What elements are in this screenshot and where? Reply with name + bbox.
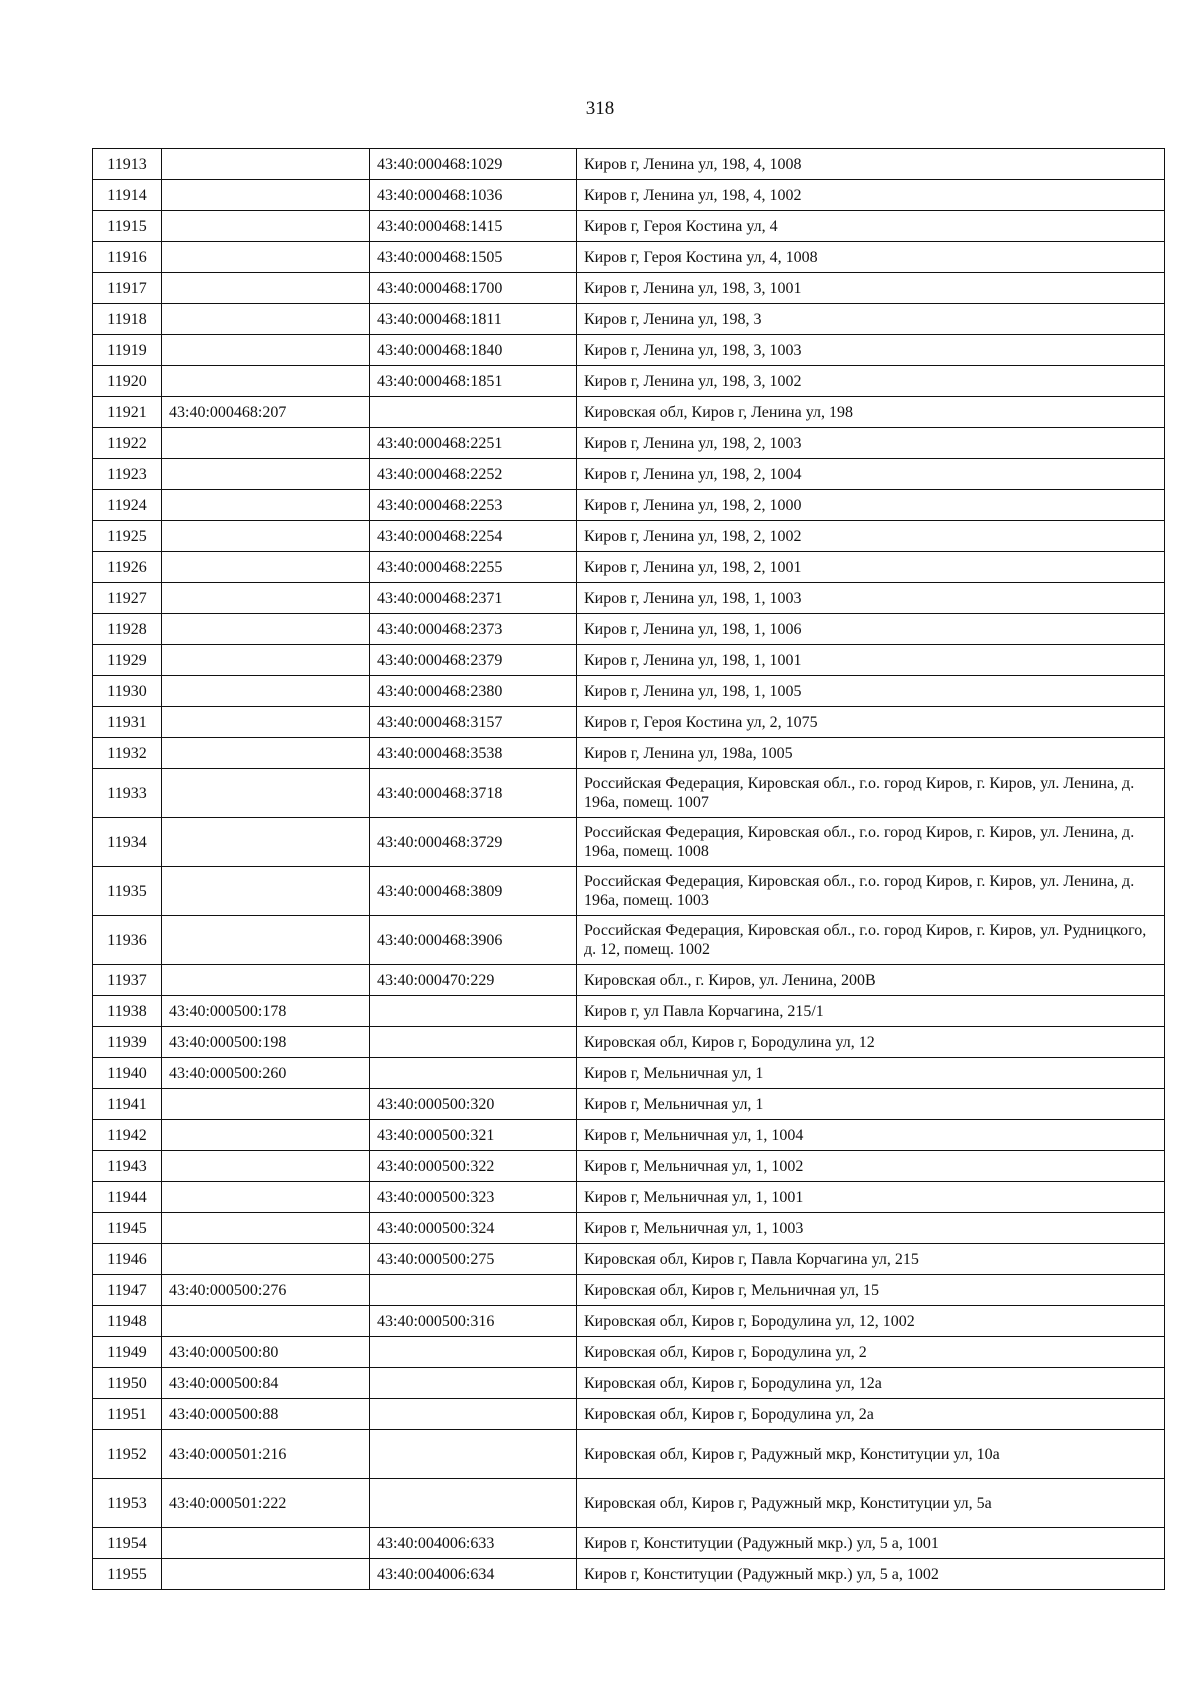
table-row [93, 1213, 1165, 1244]
parcel-cadastral-number-cell [162, 738, 370, 769]
parcel-cadastral-number-cell: 43:40:000500:178 [162, 996, 370, 1027]
object-cadastral-number-cell: 43:40:000468:1029 [370, 149, 577, 180]
parcel-cadastral-number-cell [162, 707, 370, 738]
row-number-cell: 11944 [93, 1182, 162, 1213]
object-cadastral-number-cell: 43:40:000470:229 [370, 965, 577, 996]
address-cell: Киров г, Ленина ул, 198, 2, 1002 [577, 521, 1165, 552]
object-cadastral-number-cell: 43:40:000500:316 [370, 1306, 577, 1337]
parcel-cadastral-number-cell [162, 335, 370, 366]
row-number-cell: 11950 [93, 1368, 162, 1399]
parcel-cadastral-number-cell [162, 459, 370, 490]
table-row [93, 459, 1165, 490]
address-cell: Российская Федерация, Кировская обл., г.о. город Киров, г. Киров, ул. Рудницкого, д. 12, помещ. 1002 [577, 916, 1165, 965]
object-cadastral-number-cell [370, 1275, 577, 1306]
row-number-cell: 11914 [93, 180, 162, 211]
table-row [93, 304, 1165, 335]
page-number: 318 [585, 98, 615, 119]
parcel-cadastral-number-cell [162, 211, 370, 242]
row-number-cell: 11953 [93, 1479, 162, 1528]
registry-table-body [93, 149, 1165, 1590]
row-number-cell: 11926 [93, 552, 162, 583]
address-cell: Киров г, Героя Костина ул, 2, 1075 [577, 707, 1165, 738]
table-row [93, 366, 1165, 397]
address-cell: Киров г, Ленина ул, 198, 3, 1001 [577, 273, 1165, 304]
object-cadastral-number-cell: 43:40:000500:323 [370, 1182, 577, 1213]
table-row [93, 1528, 1165, 1559]
address-cell: Киров г, Мельничная ул, 1, 1003 [577, 1213, 1165, 1244]
address-cell: Киров г, Ленина ул, 198, 2, 1000 [577, 490, 1165, 521]
table-row [93, 916, 1165, 965]
object-cadastral-number-cell: 43:40:000468:2251 [370, 428, 577, 459]
parcel-cadastral-number-cell [162, 490, 370, 521]
row-number-cell: 11940 [93, 1058, 162, 1089]
object-cadastral-number-cell [370, 1337, 577, 1368]
table-row [93, 1089, 1165, 1120]
address-cell: Киров г, Ленина ул, 198, 3, 1002 [577, 366, 1165, 397]
parcel-cadastral-number-cell [162, 583, 370, 614]
table-row [93, 1120, 1165, 1151]
table-row [93, 490, 1165, 521]
object-cadastral-number-cell: 43:40:000468:1840 [370, 335, 577, 366]
row-number-cell: 11949 [93, 1337, 162, 1368]
row-number-cell: 11936 [93, 916, 162, 965]
object-cadastral-number-cell: 43:40:000468:2254 [370, 521, 577, 552]
object-cadastral-number-cell: 43:40:000468:3906 [370, 916, 577, 965]
row-number-cell: 11931 [93, 707, 162, 738]
table-row [93, 965, 1165, 996]
table-row [93, 1559, 1165, 1590]
row-number-cell: 11948 [93, 1306, 162, 1337]
parcel-cadastral-number-cell [162, 552, 370, 583]
parcel-cadastral-number-cell [162, 1182, 370, 1213]
parcel-cadastral-number-cell [162, 818, 370, 867]
address-cell: Киров г, Мельничная ул, 1 [577, 1089, 1165, 1120]
object-cadastral-number-cell: 43:40:000468:2253 [370, 490, 577, 521]
table-row [93, 583, 1165, 614]
table-row [93, 1027, 1165, 1058]
parcel-cadastral-number-cell: 43:40:000500:260 [162, 1058, 370, 1089]
table-row [93, 149, 1165, 180]
address-cell: Кировская обл, Киров г, Радужный мкр, Конституции ул, 5а [577, 1479, 1165, 1528]
object-cadastral-number-cell: 43:40:000500:322 [370, 1151, 577, 1182]
parcel-cadastral-number-cell [162, 149, 370, 180]
address-cell: Киров г, Конституции (Радужный мкр.) ул, 5 а, 1002 [577, 1559, 1165, 1590]
parcel-cadastral-number-cell [162, 304, 370, 335]
object-cadastral-number-cell [370, 397, 577, 428]
address-cell: Российская Федерация, Кировская обл., г.о. город Киров, г. Киров, ул. Ленина, д. 196а, помещ. 1008 [577, 818, 1165, 867]
address-cell: Киров г, Ленина ул, 198, 3 [577, 304, 1165, 335]
row-number-cell: 11943 [93, 1151, 162, 1182]
row-number-cell: 11929 [93, 645, 162, 676]
row-number-cell: 11952 [93, 1430, 162, 1479]
address-cell: Киров г, Ленина ул, 198, 1, 1003 [577, 583, 1165, 614]
table-row [93, 552, 1165, 583]
row-number-cell: 11937 [93, 965, 162, 996]
address-cell: Киров г, Мельничная ул, 1 [577, 1058, 1165, 1089]
table-row [93, 1337, 1165, 1368]
row-number-cell: 11935 [93, 867, 162, 916]
table-row [93, 211, 1165, 242]
parcel-cadastral-number-cell [162, 242, 370, 273]
row-number-cell: 11941 [93, 1089, 162, 1120]
object-cadastral-number-cell: 43:40:000500:321 [370, 1120, 577, 1151]
object-cadastral-number-cell [370, 1368, 577, 1399]
table-row [93, 645, 1165, 676]
parcel-cadastral-number-cell: 43:40:000468:207 [162, 397, 370, 428]
parcel-cadastral-number-cell [162, 273, 370, 304]
table-row [93, 1479, 1165, 1528]
parcel-cadastral-number-cell [162, 1089, 370, 1120]
object-cadastral-number-cell: 43:40:000468:3729 [370, 818, 577, 867]
object-cadastral-number-cell: 43:40:000468:1036 [370, 180, 577, 211]
row-number-cell: 11947 [93, 1275, 162, 1306]
parcel-cadastral-number-cell: 43:40:000500:276 [162, 1275, 370, 1306]
object-cadastral-number-cell: 43:40:004006:633 [370, 1528, 577, 1559]
table-row [93, 707, 1165, 738]
table-row [93, 1151, 1165, 1182]
row-number-cell: 11946 [93, 1244, 162, 1275]
row-number-cell: 11933 [93, 769, 162, 818]
row-number-cell: 11927 [93, 583, 162, 614]
object-cadastral-number-cell [370, 1399, 577, 1430]
parcel-cadastral-number-cell [162, 428, 370, 459]
parcel-cadastral-number-cell: 43:40:000500:198 [162, 1027, 370, 1058]
parcel-cadastral-number-cell [162, 1120, 370, 1151]
table-row [93, 1399, 1165, 1430]
address-cell: Киров г, Героя Костина ул, 4 [577, 211, 1165, 242]
object-cadastral-number-cell: 43:40:000468:3157 [370, 707, 577, 738]
object-cadastral-number-cell: 43:40:000468:1851 [370, 366, 577, 397]
row-number-cell: 11954 [93, 1528, 162, 1559]
table-row [93, 676, 1165, 707]
parcel-cadastral-number-cell [162, 1528, 370, 1559]
address-cell: Кировская обл, Киров г, Бородулина ул, 12, 1002 [577, 1306, 1165, 1337]
address-cell: Кировская обл., г. Киров, ул. Ленина, 200В [577, 965, 1165, 996]
parcel-cadastral-number-cell [162, 366, 370, 397]
row-number-cell: 11942 [93, 1120, 162, 1151]
parcel-cadastral-number-cell: 43:40:000501:222 [162, 1479, 370, 1528]
registry-table [92, 148, 1165, 1590]
row-number-cell: 11919 [93, 335, 162, 366]
address-cell: Кировская обл, Киров г, Бородулина ул, 2а [577, 1399, 1165, 1430]
object-cadastral-number-cell: 43:40:000468:2255 [370, 552, 577, 583]
address-cell: Киров г, Мельничная ул, 1, 1002 [577, 1151, 1165, 1182]
row-number-cell: 11934 [93, 818, 162, 867]
object-cadastral-number-cell [370, 1479, 577, 1528]
table-row [93, 614, 1165, 645]
object-cadastral-number-cell: 43:40:000468:3718 [370, 769, 577, 818]
parcel-cadastral-number-cell: 43:40:000500:84 [162, 1368, 370, 1399]
row-number-cell: 11913 [93, 149, 162, 180]
object-cadastral-number-cell [370, 996, 577, 1027]
object-cadastral-number-cell: 43:40:000468:2379 [370, 645, 577, 676]
row-number-cell: 11951 [93, 1399, 162, 1430]
address-cell: Киров г, Конституции (Радужный мкр.) ул, 5 а, 1001 [577, 1528, 1165, 1559]
row-number-cell: 11938 [93, 996, 162, 1027]
address-cell: Российская Федерация, Кировская обл., г.о. город Киров, г. Киров, ул. Ленина, д. 196а, помещ. 1007 [577, 769, 1165, 818]
row-number-cell: 11922 [93, 428, 162, 459]
table-row [93, 769, 1165, 818]
parcel-cadastral-number-cell [162, 645, 370, 676]
object-cadastral-number-cell: 43:40:000500:275 [370, 1244, 577, 1275]
object-cadastral-number-cell: 43:40:000468:1415 [370, 211, 577, 242]
parcel-cadastral-number-cell [162, 769, 370, 818]
row-number-cell: 11921 [93, 397, 162, 428]
row-number-cell: 11928 [93, 614, 162, 645]
table-row [93, 1275, 1165, 1306]
row-number-cell: 11955 [93, 1559, 162, 1590]
parcel-cadastral-number-cell [162, 614, 370, 645]
object-cadastral-number-cell: 43:40:000468:2380 [370, 676, 577, 707]
table-row [93, 738, 1165, 769]
table-row [93, 1368, 1165, 1399]
row-number-cell: 11920 [93, 366, 162, 397]
row-number-cell: 11917 [93, 273, 162, 304]
address-cell: Кировская обл, Киров г, Радужный мкр, Конституции ул, 10а [577, 1430, 1165, 1479]
row-number-cell: 11932 [93, 738, 162, 769]
object-cadastral-number-cell: 43:40:000468:1811 [370, 304, 577, 335]
address-cell: Киров г, Героя Костина ул, 4, 1008 [577, 242, 1165, 273]
table-row [93, 1058, 1165, 1089]
parcel-cadastral-number-cell [162, 965, 370, 996]
row-number-cell: 11924 [93, 490, 162, 521]
table-row [93, 1244, 1165, 1275]
address-cell: Киров г, Мельничная ул, 1, 1004 [577, 1120, 1165, 1151]
parcel-cadastral-number-cell [162, 1244, 370, 1275]
object-cadastral-number-cell: 43:40:000468:1700 [370, 273, 577, 304]
address-cell: Кировская обл, Киров г, Бородулина ул, 2 [577, 1337, 1165, 1368]
parcel-cadastral-number-cell [162, 916, 370, 965]
parcel-cadastral-number-cell: 43:40:000501:216 [162, 1430, 370, 1479]
address-cell: Киров г, Ленина ул, 198а, 1005 [577, 738, 1165, 769]
address-cell: Киров г, ул Павла Корчагина, 215/1 [577, 996, 1165, 1027]
parcel-cadastral-number-cell [162, 1151, 370, 1182]
parcel-cadastral-number-cell [162, 676, 370, 707]
object-cadastral-number-cell: 43:40:000500:324 [370, 1213, 577, 1244]
table-row [93, 335, 1165, 366]
parcel-cadastral-number-cell [162, 521, 370, 552]
address-cell: Киров г, Ленина ул, 198, 1, 1005 [577, 676, 1165, 707]
address-cell: Киров г, Ленина ул, 198, 2, 1003 [577, 428, 1165, 459]
table-row [93, 996, 1165, 1027]
object-cadastral-number-cell [370, 1027, 577, 1058]
address-cell: Кировская обл, Киров г, Ленина ул, 198 [577, 397, 1165, 428]
address-cell: Киров г, Ленина ул, 198, 3, 1003 [577, 335, 1165, 366]
address-cell: Киров г, Ленина ул, 198, 1, 1001 [577, 645, 1165, 676]
table-row [93, 818, 1165, 867]
parcel-cadastral-number-cell [162, 180, 370, 211]
parcel-cadastral-number-cell [162, 1213, 370, 1244]
row-number-cell: 11915 [93, 211, 162, 242]
address-cell: Киров г, Ленина ул, 198, 4, 1002 [577, 180, 1165, 211]
parcel-cadastral-number-cell [162, 1559, 370, 1590]
table-row [93, 273, 1165, 304]
address-cell: Киров г, Ленина ул, 198, 2, 1004 [577, 459, 1165, 490]
parcel-cadastral-number-cell [162, 867, 370, 916]
parcel-cadastral-number-cell [162, 1306, 370, 1337]
address-cell: Киров г, Мельничная ул, 1, 1001 [577, 1182, 1165, 1213]
address-cell: Кировская обл, Киров г, Павла Корчагина ул, 215 [577, 1244, 1165, 1275]
parcel-cadastral-number-cell: 43:40:000500:80 [162, 1337, 370, 1368]
table-row [93, 1182, 1165, 1213]
address-cell: Киров г, Ленина ул, 198, 4, 1008 [577, 149, 1165, 180]
row-number-cell: 11916 [93, 242, 162, 273]
row-number-cell: 11930 [93, 676, 162, 707]
row-number-cell: 11925 [93, 521, 162, 552]
table-row [93, 397, 1165, 428]
object-cadastral-number-cell: 43:40:000468:3538 [370, 738, 577, 769]
object-cadastral-number-cell: 43:40:000468:2371 [370, 583, 577, 614]
object-cadastral-number-cell [370, 1430, 577, 1479]
table-row [93, 428, 1165, 459]
object-cadastral-number-cell: 43:40:000468:2252 [370, 459, 577, 490]
parcel-cadastral-number-cell: 43:40:000500:88 [162, 1399, 370, 1430]
address-cell: Кировская обл, Киров г, Бородулина ул, 12а [577, 1368, 1165, 1399]
table-row [93, 1306, 1165, 1337]
object-cadastral-number-cell: 43:40:000468:1505 [370, 242, 577, 273]
row-number-cell: 11939 [93, 1027, 162, 1058]
object-cadastral-number-cell [370, 1058, 577, 1089]
address-cell: Кировская обл, Киров г, Бородулина ул, 12 [577, 1027, 1165, 1058]
address-cell: Киров г, Ленина ул, 198, 2, 1001 [577, 552, 1165, 583]
object-cadastral-number-cell: 43:40:000500:320 [370, 1089, 577, 1120]
row-number-cell: 11945 [93, 1213, 162, 1244]
object-cadastral-number-cell: 43:40:000468:2373 [370, 614, 577, 645]
address-cell: Кировская обл, Киров г, Мельничная ул, 15 [577, 1275, 1165, 1306]
address-cell: Киров г, Ленина ул, 198, 1, 1006 [577, 614, 1165, 645]
table-row [93, 521, 1165, 552]
table-row [93, 242, 1165, 273]
table-row [93, 180, 1165, 211]
table-row [93, 867, 1165, 916]
address-cell: Российская Федерация, Кировская обл., г.о. город Киров, г. Киров, ул. Ленина, д. 196а, помещ. 1003 [577, 867, 1165, 916]
table-row [93, 1430, 1165, 1479]
row-number-cell: 11918 [93, 304, 162, 335]
row-number-cell: 11923 [93, 459, 162, 490]
object-cadastral-number-cell: 43:40:000468:3809 [370, 867, 577, 916]
object-cadastral-number-cell: 43:40:004006:634 [370, 1559, 577, 1590]
